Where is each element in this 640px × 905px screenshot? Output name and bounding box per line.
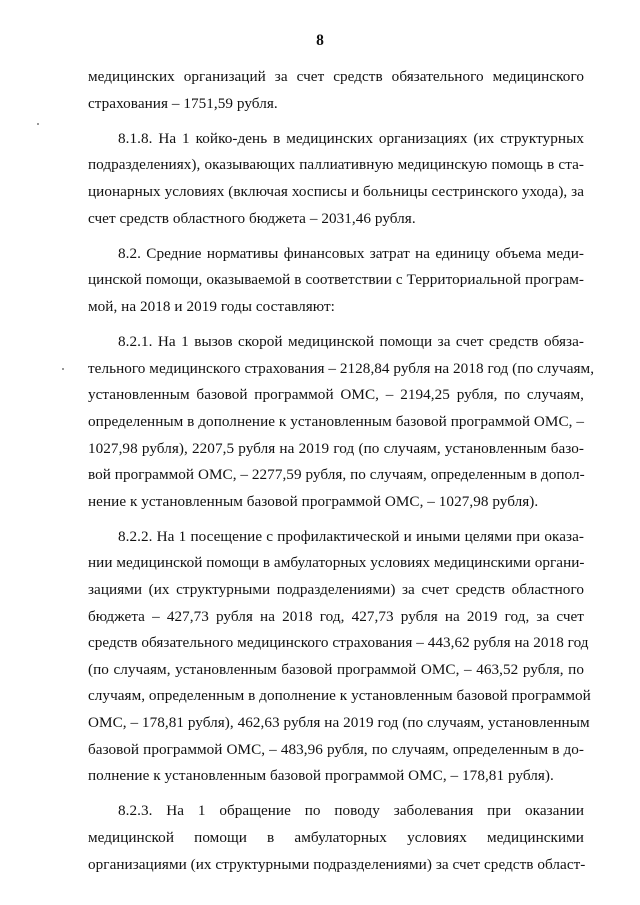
text-line: установленным базовой программой ОМС, – 2194,25 рубля, по случаям, (88, 386, 584, 404)
text-line: бюджета – 427,73 рубля на 2018 год, 427,73 рубля на 2019 год, за счет (88, 607, 584, 625)
paragraph-gap (88, 321, 584, 330)
text-line: подразделениях), оказывающих паллиативную медицинскую помощь в ста- (88, 156, 584, 174)
text-line: страхования – 1751,59 рубля. (88, 94, 278, 112)
text-line: случаям, определенным в дополнение к установленным базовой программой (88, 687, 591, 705)
paragraph-p-8-2-2 (88, 524, 591, 790)
text-line: медицинской помощи в амбулаторных условиях медицинскими (88, 829, 584, 846)
paragraph-gap (88, 790, 584, 799)
scan-speck (37, 123, 39, 125)
paragraph-p-8-2-3 (88, 798, 584, 878)
text-line: счет средств областного бюджета – 2031,46 рубля. (88, 209, 416, 227)
text-line: ционарных условиях (включая хосписы и больницы сестринского ухода), за (88, 182, 584, 200)
scan-speck (62, 368, 64, 370)
text-line: 8.2.1. На 1 вызов скорой медицинской помощи за счет средств обяза- (118, 333, 584, 351)
text-line: базовой программой ОМС, – 483,96 рубля, по случаям, определенным в до- (88, 740, 584, 758)
text-line: цинской помощи, оказываемой в соответствии с Территориальной програм- (88, 271, 584, 289)
text-line: ОМС, – 178,81 рубля), 462,63 рубля на 2019 год (по случаям, установленным (88, 714, 590, 732)
text-line: нение к установленным базовой программой ОМС, – 1027,98 рубля). (88, 492, 539, 510)
paragraph-gap (88, 117, 584, 126)
text-line: мой, на 2018 и 2019 годы составляют: (88, 297, 335, 315)
text-line: тельного медицинского страхования – 2128,84 рубля на 2018 год (по случаям, (88, 359, 595, 377)
paragraph-p-8-2 (88, 241, 584, 321)
text-line: нии медицинской помощи в амбулаторных условиях медицинскими органи- (88, 554, 585, 572)
paragraph-p-cont (88, 64, 584, 117)
text-line: вой программой ОМС, – 2277,59 рубля, по случаям, определенным в допол- (88, 466, 585, 484)
text-line: 8.1.8. На 1 койко-день в медицинских организациях (их структурных (118, 129, 584, 147)
paragraph-p-8-2-1 (88, 329, 595, 515)
text-line: (по случаям, установленным базовой программой ОМС, – 463,52 рубля, по (88, 660, 584, 678)
paragraph-gap (88, 515, 584, 524)
page-number: 8 (316, 32, 324, 49)
document-body (88, 64, 595, 878)
text-line: 8.2.3. На 1 обращение по поводу заболевания при оказании (118, 802, 584, 820)
text-line: медицинских организаций за счет средств обязательного медицинского (88, 68, 584, 85)
text-line: 1027,98 рубля), 2207,5 рубля на 2019 год (по случаям, установленным базо- (88, 439, 584, 457)
text-line: организациями (их структурными подразделениями) за счет средств област- (88, 855, 586, 873)
text-line: зациями (их структурными подразделениями) за счет средств областного (88, 581, 584, 599)
paragraph-p-8-1-8 (88, 126, 584, 232)
text-line: средств обязательного медицинского страхования – 443,62 рубля на 2018 год (88, 634, 589, 652)
text-line: 8.2.2. На 1 посещение с профилактической и иными целями при оказа- (118, 527, 584, 545)
paragraph-gap (88, 232, 584, 241)
text-line: 8.2. Средние нормативы финансовых затрат на единицу объема меди- (118, 244, 584, 262)
text-line: определенным в дополнение к установленным базовой программой ОМС, – (88, 412, 584, 430)
text-line: полнение к установленным базовой программой ОМС, – 178,81 рубля). (88, 767, 554, 785)
